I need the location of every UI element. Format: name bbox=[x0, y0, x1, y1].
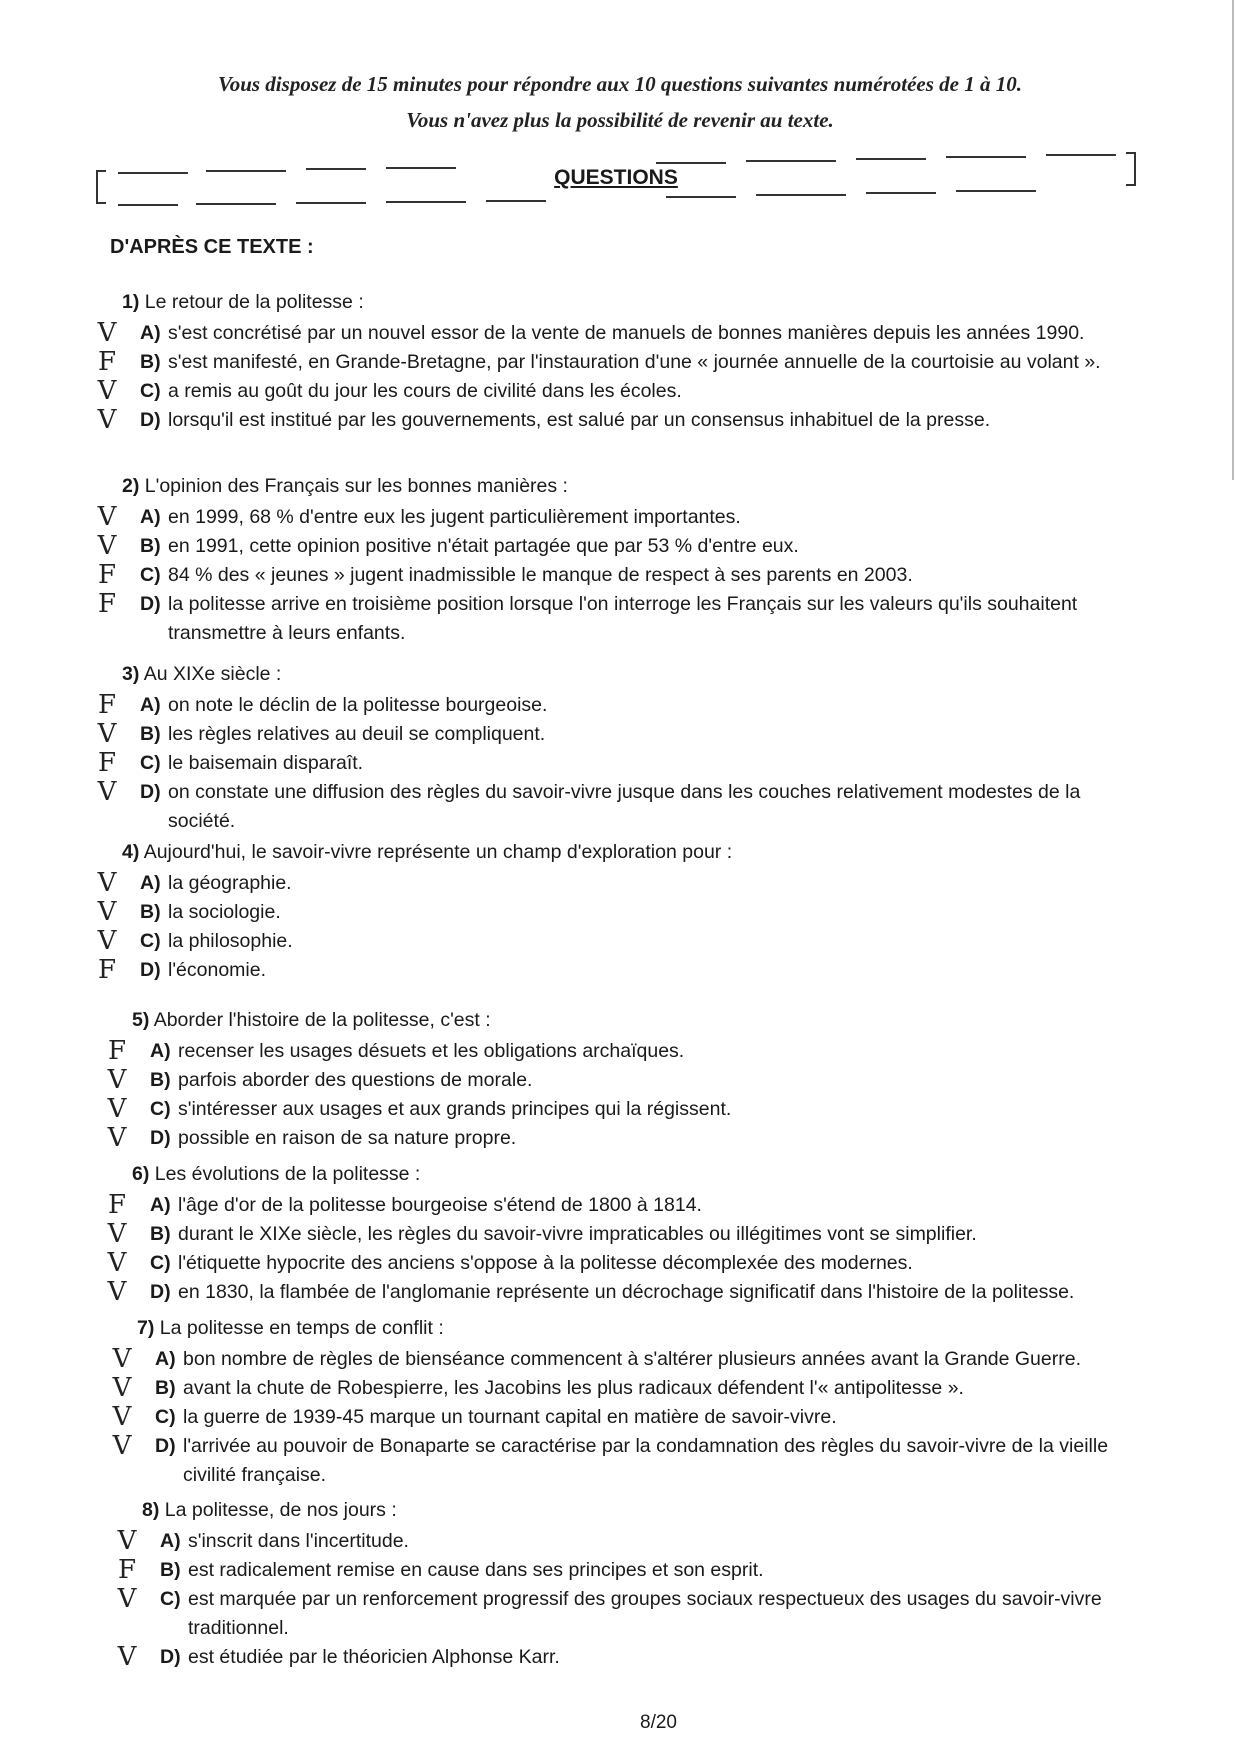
question-stem bbox=[122, 288, 1140, 317]
option-letter: D) bbox=[140, 409, 161, 431]
handwritten-mark: V bbox=[97, 405, 117, 435]
answer-option bbox=[97, 777, 1140, 836]
option-text: l'étiquette hypocrite des anciens s'oppose à la politesse décomplexée des modernes. bbox=[178, 1252, 913, 1274]
option-letter: C) bbox=[140, 380, 161, 402]
handwritten-mark: V bbox=[117, 1642, 137, 1672]
handwritten-mark: F bbox=[97, 347, 117, 377]
question-number: 8) bbox=[142, 1499, 160, 1521]
handwritten-mark: V bbox=[107, 1277, 127, 1307]
option-letter: A) bbox=[160, 1530, 181, 1552]
option-text: la politesse arrive en troisième position lorsque l'on interroge les Français sur les valeurs qu'ils souhaitent transmettre à leurs enfants. bbox=[168, 593, 1078, 644]
option-text: en 1991, cette opinion positive n'était partagée que par 53 % d'entre eux. bbox=[168, 535, 799, 557]
answer-option bbox=[97, 897, 1140, 927]
handwritten-mark: V bbox=[97, 777, 117, 807]
option-letter: C) bbox=[140, 752, 161, 774]
answer-option bbox=[97, 748, 1140, 778]
handwritten-mark: V bbox=[97, 318, 117, 348]
handwritten-mark: F bbox=[97, 560, 117, 590]
handwritten-mark: F bbox=[117, 1555, 137, 1585]
option-letter: C) bbox=[160, 1588, 181, 1610]
option-text: la philosophie. bbox=[168, 930, 293, 952]
intro-line-1: Vous disposez de 15 minutes pour répondre aux 10 questions suivantes numérotées de 1 à 10. bbox=[218, 72, 1022, 96]
questions-banner bbox=[96, 150, 1136, 216]
option-letter: A) bbox=[150, 1040, 171, 1062]
answer-option bbox=[97, 926, 1140, 956]
option-text: est marquée par un renforcement progressif des groupes sociaux respectueux des usages du savoir-vivre traditionnel. bbox=[188, 1588, 1102, 1639]
answer-option bbox=[112, 1402, 1140, 1432]
handwritten-mark: F bbox=[107, 1190, 127, 1220]
answer-option bbox=[107, 1277, 1140, 1307]
option-text: on constate une diffusion des règles du savoir-vivre jusque dans les couches relativement modestes de la société. bbox=[168, 781, 1081, 832]
option-letter: C) bbox=[150, 1252, 171, 1274]
handwritten-mark: V bbox=[97, 376, 117, 406]
option-text: le baisemain disparaît. bbox=[168, 752, 364, 774]
answer-option bbox=[107, 1190, 1140, 1220]
option-letter: D) bbox=[160, 1646, 181, 1668]
option-letter: D) bbox=[140, 593, 161, 615]
question-number: 1) bbox=[122, 291, 140, 313]
handwritten-mark: V bbox=[97, 897, 117, 927]
answer-option bbox=[112, 1344, 1140, 1374]
handwritten-mark: V bbox=[107, 1065, 127, 1095]
answer-option bbox=[97, 955, 1140, 985]
handwritten-mark: V bbox=[97, 926, 117, 956]
question-stem bbox=[137, 1314, 1140, 1343]
handwritten-mark: F bbox=[97, 748, 117, 778]
option-text: l'arrivée au pouvoir de Bonaparte se caractérise par la condamnation des règles du savoir-vivre de la vieille civilité française. bbox=[183, 1435, 1109, 1486]
question-stem-text: Aujourd'hui, le savoir-vivre représente un champ d'exploration pour : bbox=[143, 841, 733, 863]
question-4 bbox=[97, 838, 1140, 985]
question-stem bbox=[122, 660, 1140, 689]
question-stem-text: Aborder l'histoire de la politesse, c'est : bbox=[153, 1009, 491, 1031]
page-number: 8/20 bbox=[640, 1712, 677, 1733]
answer-option bbox=[97, 719, 1140, 749]
question-number: 2) bbox=[122, 475, 140, 497]
answer-option bbox=[107, 1123, 1140, 1153]
option-letter: A) bbox=[140, 872, 161, 894]
answer-option bbox=[97, 868, 1140, 898]
option-letter: D) bbox=[150, 1281, 171, 1303]
option-letter: B) bbox=[155, 1377, 176, 1399]
handwritten-mark: V bbox=[112, 1373, 132, 1403]
answer-option bbox=[117, 1526, 1140, 1556]
question-stem-text: L'opinion des Français sur les bonnes manières : bbox=[144, 475, 568, 497]
option-letter: A) bbox=[140, 694, 161, 716]
handwritten-mark: V bbox=[112, 1431, 132, 1461]
question-stem-text: Le retour de la politesse : bbox=[144, 291, 364, 313]
option-text: s'inscrit dans l'incertitude. bbox=[188, 1530, 409, 1552]
answer-option bbox=[117, 1555, 1140, 1585]
option-text: on note le déclin de la politesse bourgeoise. bbox=[168, 694, 548, 716]
option-text: est étudiée par le théoricien Alphonse Karr. bbox=[188, 1646, 560, 1668]
section-title: QUESTIONS bbox=[554, 166, 678, 189]
handwritten-mark: V bbox=[97, 531, 117, 561]
handwritten-mark: F bbox=[97, 690, 117, 720]
handwritten-mark: V bbox=[97, 502, 117, 532]
option-text: possible en raison de sa nature propre. bbox=[178, 1127, 517, 1149]
question-number: 7) bbox=[137, 1317, 155, 1339]
option-letter: B) bbox=[140, 535, 161, 557]
handwritten-mark: V bbox=[107, 1094, 127, 1124]
option-letter: B) bbox=[150, 1069, 171, 1091]
option-letter: C) bbox=[140, 930, 161, 952]
option-text: 84 % des « jeunes » jugent inadmissible le manque de respect à ses parents en 2003. bbox=[168, 564, 913, 586]
option-text: est radicalement remise en cause dans ses principes et son esprit. bbox=[188, 1559, 764, 1581]
answer-option bbox=[107, 1248, 1140, 1278]
option-letter: D) bbox=[155, 1435, 176, 1457]
question-2 bbox=[97, 472, 1140, 648]
answer-option bbox=[97, 376, 1140, 406]
handwritten-mark: V bbox=[107, 1123, 127, 1153]
question-stem-text: Au XIXe siècle : bbox=[143, 663, 282, 685]
question-1 bbox=[97, 288, 1140, 435]
question-stem bbox=[122, 472, 1140, 501]
option-letter: D) bbox=[140, 781, 161, 803]
handwritten-mark: V bbox=[97, 719, 117, 749]
answer-option bbox=[97, 405, 1140, 435]
option-letter: B) bbox=[140, 351, 161, 373]
question-stem-text: La politesse, de nos jours : bbox=[164, 1499, 397, 1521]
question-stem bbox=[142, 1496, 1140, 1525]
answer-option bbox=[117, 1584, 1140, 1643]
option-letter: A) bbox=[155, 1348, 176, 1370]
answer-option bbox=[112, 1373, 1140, 1403]
handwritten-mark: F bbox=[97, 589, 117, 619]
option-text: parfois aborder des questions de morale. bbox=[178, 1069, 533, 1091]
option-letter: D) bbox=[140, 959, 161, 981]
answer-option bbox=[112, 1431, 1140, 1490]
option-text: durant le XIXe siècle, les règles du savoir-vivre impraticables ou illégitimes vont se simplifier. bbox=[178, 1223, 977, 1245]
question-stem bbox=[122, 838, 1140, 867]
answer-option bbox=[107, 1065, 1140, 1095]
handwritten-mark: V bbox=[117, 1584, 137, 1614]
handwritten-mark: V bbox=[112, 1402, 132, 1432]
option-text: la guerre de 1939-45 marque un tournant capital en matière de savoir-vivre. bbox=[183, 1406, 837, 1428]
question-6 bbox=[107, 1160, 1140, 1307]
answer-option bbox=[117, 1642, 1140, 1672]
question-5 bbox=[107, 1006, 1140, 1153]
option-letter: B) bbox=[140, 901, 161, 923]
answer-option bbox=[107, 1036, 1140, 1066]
question-number: 6) bbox=[132, 1163, 150, 1185]
option-letter: C) bbox=[140, 564, 161, 586]
question-3 bbox=[97, 660, 1140, 836]
answer-option bbox=[97, 560, 1140, 590]
handwritten-mark: F bbox=[97, 955, 117, 985]
answer-option bbox=[97, 318, 1140, 348]
option-text: lorsqu'il est institué par les gouvernements, est salué par un consensus inhabituel de la presse. bbox=[168, 409, 991, 431]
option-text: bon nombre de règles de bienséance commencent à s'altérer plusieurs années avant la Grande Guerre. bbox=[183, 1348, 1081, 1370]
answer-option bbox=[97, 347, 1140, 377]
answer-option bbox=[97, 690, 1140, 720]
handwritten-mark: V bbox=[117, 1526, 137, 1556]
option-text: la sociologie. bbox=[168, 901, 281, 923]
question-8 bbox=[117, 1496, 1140, 1672]
option-text: s'est concrétisé par un nouvel essor de la vente de manuels de bonnes manières depuis les années 1990. bbox=[168, 322, 1085, 344]
answer-option bbox=[97, 531, 1140, 561]
option-text: en 1830, la flambée de l'anglomanie représente un décrochage significatif dans l'histoire de la politesse. bbox=[178, 1281, 1075, 1303]
answer-option bbox=[97, 502, 1140, 532]
option-text: s'est manifesté, en Grande-Bretagne, par l'instauration d'une « journée annuelle de la courtoisie au volant ». bbox=[168, 351, 1101, 373]
option-text: a remis au goût du jour les cours de civilité dans les écoles. bbox=[168, 380, 682, 402]
answer-option bbox=[107, 1219, 1140, 1249]
option-text: les règles relatives au deuil se compliquent. bbox=[168, 723, 546, 745]
question-stem bbox=[132, 1006, 1140, 1035]
question-number: 5) bbox=[132, 1009, 150, 1031]
question-stem-text: La politesse en temps de conflit : bbox=[159, 1317, 444, 1339]
question-stem bbox=[132, 1160, 1140, 1189]
option-letter: B) bbox=[150, 1223, 171, 1245]
option-letter: B) bbox=[160, 1559, 181, 1581]
option-text: s'intéresser aux usages et aux grands principes qui la régissent. bbox=[178, 1098, 732, 1120]
option-letter: A) bbox=[140, 322, 161, 344]
handwritten-mark: V bbox=[107, 1248, 127, 1278]
option-letter: A) bbox=[140, 506, 161, 528]
option-letter: C) bbox=[155, 1406, 176, 1428]
option-text: recenser les usages désuets et les obligations archaïques. bbox=[178, 1040, 685, 1062]
question-number: 3) bbox=[122, 663, 140, 685]
option-text: l'économie. bbox=[168, 959, 267, 981]
option-text: avant la chute de Robespierre, les Jacobins les plus radicaux défendent l'« antipolitesse ». bbox=[183, 1377, 964, 1399]
answer-option bbox=[107, 1094, 1140, 1124]
question-7 bbox=[112, 1314, 1140, 1490]
option-letter: A) bbox=[150, 1194, 171, 1216]
option-text: la géographie. bbox=[168, 872, 292, 894]
question-number: 4) bbox=[122, 841, 140, 863]
section-heading: D'APRÈS CE TEXTE : bbox=[110, 236, 314, 258]
option-text: en 1999, 68 % d'entre eux les jugent particulièrement importantes. bbox=[168, 506, 741, 528]
option-text: l'âge d'or de la politesse bourgeoise s'étend de 1800 à 1814. bbox=[178, 1194, 702, 1216]
intro-line-2: Vous n'avez plus la possibilité de revenir au texte. bbox=[406, 108, 834, 132]
handwritten-mark: V bbox=[112, 1344, 132, 1374]
option-letter: B) bbox=[140, 723, 161, 745]
handwritten-mark: F bbox=[107, 1036, 127, 1066]
option-letter: D) bbox=[150, 1127, 171, 1149]
handwritten-mark: V bbox=[107, 1219, 127, 1249]
handwritten-mark: V bbox=[97, 868, 117, 898]
answer-option bbox=[97, 589, 1140, 648]
option-letter: C) bbox=[150, 1098, 171, 1120]
question-stem-text: Les évolutions de la politesse : bbox=[154, 1163, 421, 1185]
